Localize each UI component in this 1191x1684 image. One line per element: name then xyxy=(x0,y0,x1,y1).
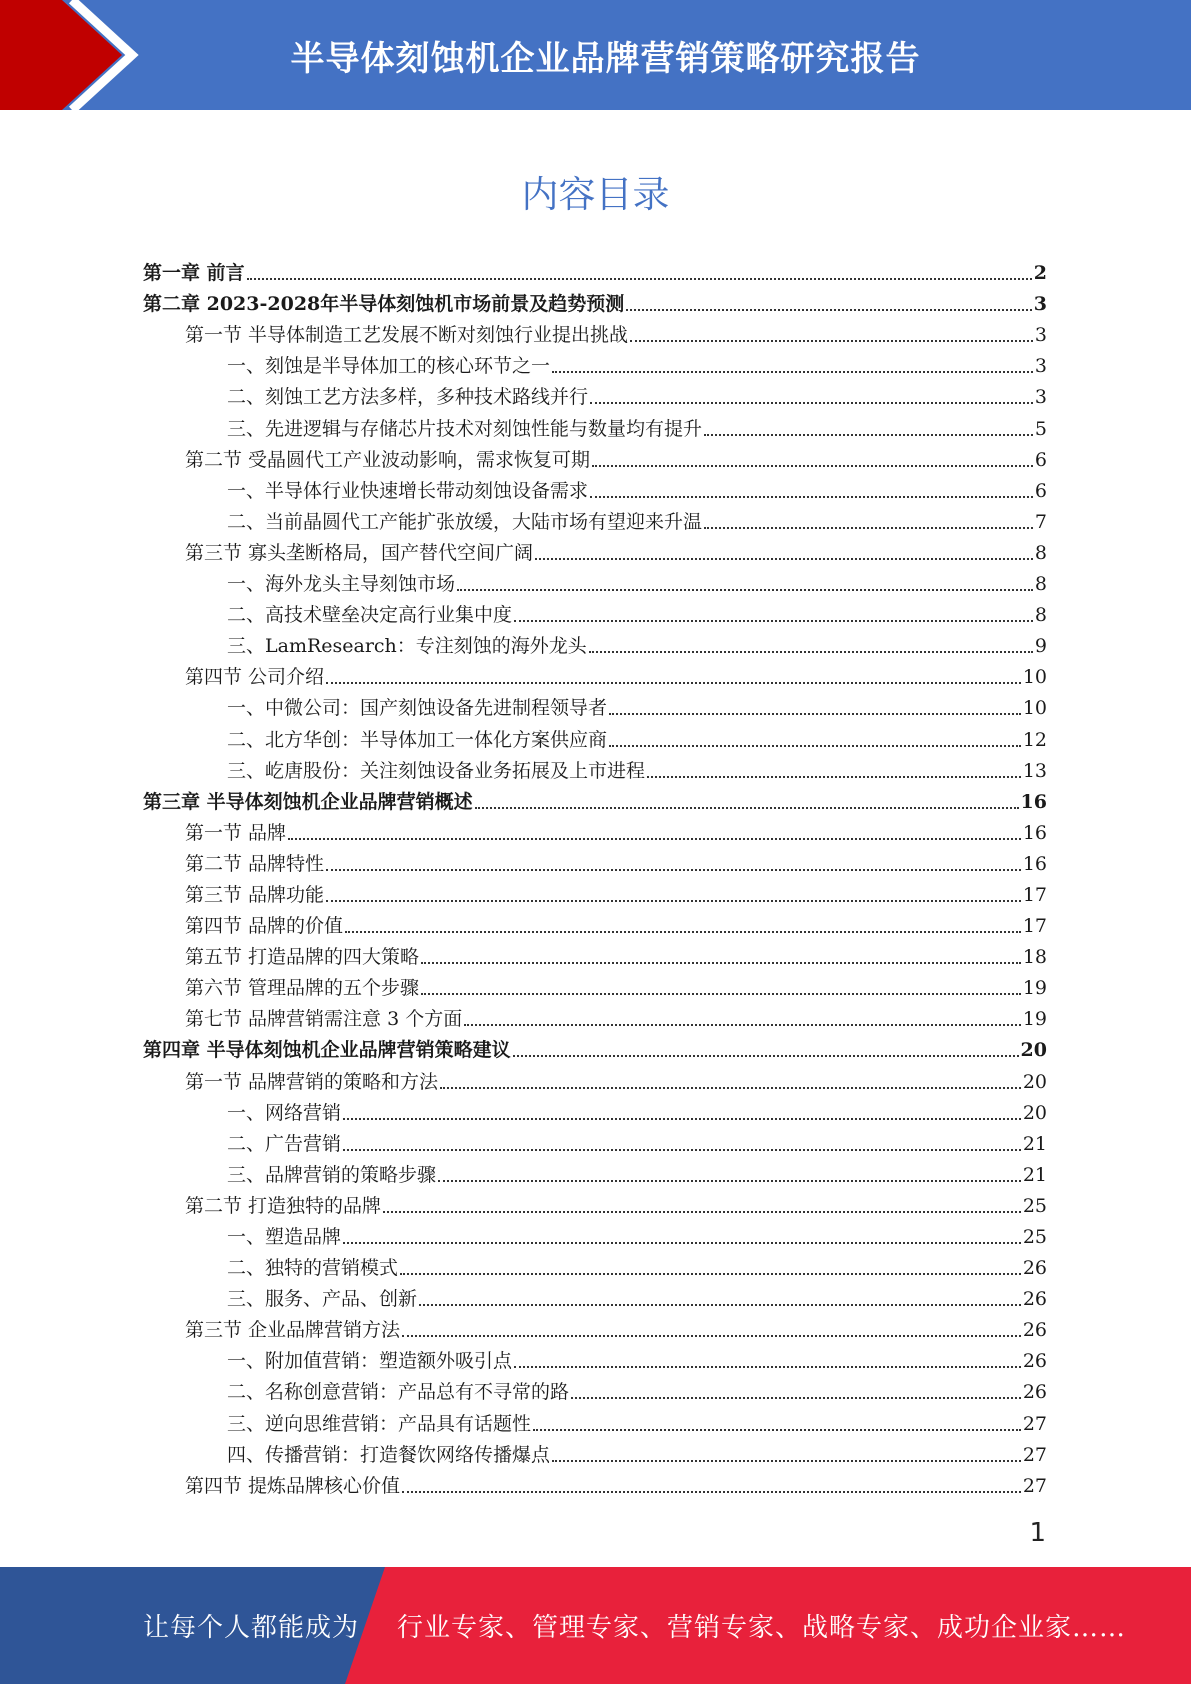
toc-entry-page: 26 xyxy=(1022,1350,1047,1373)
toc-dot-leader xyxy=(288,838,1021,840)
toc-dot-leader xyxy=(609,745,1021,747)
toc-entry-page: 25 xyxy=(1022,1194,1047,1217)
toc-entry-title: 第四节 品牌的价值 xyxy=(185,915,344,938)
toc-entry-page: 5 xyxy=(1034,417,1047,440)
toc-entry-title: 二、当前晶圆代工产能扩张放缓，大陆市场有望迎来升温 xyxy=(227,510,703,533)
toc-entry[interactable] xyxy=(143,719,1047,750)
toc-entry-page: 25 xyxy=(1022,1226,1047,1248)
toc-entry-page: 27 xyxy=(1022,1474,1047,1497)
toc-entry-title: 第二节 受晶圆代工产业波动影响，需求恢复可期 xyxy=(185,448,591,471)
toc-entry[interactable] xyxy=(143,688,1047,719)
toc-entry-page: 21 xyxy=(1022,1132,1047,1155)
toc-dot-leader xyxy=(402,1491,1021,1493)
toc-entry-page: 26 xyxy=(1022,1257,1047,1280)
toc-dot-leader xyxy=(421,962,1021,964)
toc-entry-title: 第三节 寡头垄断格局，国产替代空间广阔 xyxy=(185,541,534,564)
toc-entry-title: 第一节 半导体制造工艺发展不断对刻蚀行业提出挑战 xyxy=(185,324,629,347)
toc-entry[interactable] xyxy=(143,626,1047,657)
toc-entry[interactable] xyxy=(143,1155,1047,1186)
toc-entry-page: 8 xyxy=(1034,541,1047,564)
footer-banner xyxy=(0,1567,1191,1684)
toc-dot-leader xyxy=(326,682,1021,684)
toc-dot-leader xyxy=(533,1429,1021,1431)
toc-entry-page: 27 xyxy=(1022,1412,1047,1435)
toc-dot-leader xyxy=(419,1304,1021,1306)
toc-dot-leader xyxy=(609,713,1021,715)
toc-entry-page: 13 xyxy=(1022,759,1047,782)
toc-dot-leader xyxy=(440,1087,1021,1089)
toc-dot-leader xyxy=(704,527,1033,529)
toc-entry-page: 20 xyxy=(1022,1101,1047,1124)
toc-entry-page: 2 xyxy=(1033,262,1047,285)
toc-entry-page: 16 xyxy=(1022,821,1047,844)
toc-entry-page: 17 xyxy=(1022,915,1047,938)
toc-entry[interactable] xyxy=(143,408,1047,439)
toc-entry-title: 一、网络营销 xyxy=(227,1101,342,1124)
toc-dot-leader xyxy=(704,434,1033,436)
toc-dot-leader xyxy=(343,1149,1021,1151)
toc-dot-leader xyxy=(326,869,1021,871)
toc-entry-page: 8 xyxy=(1034,604,1047,627)
toc-entry-page: 8 xyxy=(1034,573,1047,596)
toc-entry[interactable] xyxy=(143,751,1047,782)
header-arrow-decoration xyxy=(0,0,160,110)
toc-entry-title: 一、附加值营销：塑造额外吸引点 xyxy=(227,1350,513,1373)
toc-entry-title: 第二节 品牌特性 xyxy=(185,852,325,875)
toc-entry-title: 第二节 打造独特的品牌 xyxy=(185,1194,382,1217)
toc-dot-leader xyxy=(590,496,1033,498)
toc-entry-title: 第二章 2023-2028年半导体刻蚀机市场前景及趋势预测 xyxy=(143,293,625,316)
toc-entry-page: 26 xyxy=(1022,1381,1047,1404)
toc-entry-page: 27 xyxy=(1022,1443,1047,1466)
toc-entry-title: 二、刻蚀工艺方法多样，多种技术路线并行 xyxy=(227,386,589,409)
toc-entry[interactable] xyxy=(143,284,1047,315)
toc-entry-title: 三、品牌营销的策略步骤 xyxy=(227,1163,437,1186)
toc-entry[interactable] xyxy=(143,502,1047,533)
toc-entry-title: 一、半导体行业快速增长带动刻蚀设备需求 xyxy=(227,479,589,502)
toc-entry-page: 12 xyxy=(1022,728,1047,751)
toc-entry-page: 3 xyxy=(1034,355,1047,378)
toc-dot-leader xyxy=(464,1024,1021,1026)
toc-entry-page: 16 xyxy=(1022,852,1047,875)
toc-entry-title: 第三章 半导体刻蚀机企业品牌营销概述 xyxy=(143,790,473,813)
toc-entry[interactable] xyxy=(143,1248,1047,1279)
toc-entry-page: 7 xyxy=(1034,510,1047,533)
toc-entry[interactable] xyxy=(143,1341,1047,1372)
toc-entry-title: 三、LamResearch：专注刻蚀的海外龙头 xyxy=(227,635,587,658)
footer-slogan-left: 让每个人都能成为 xyxy=(143,1613,360,1643)
toc-entry-title: 第三节 品牌功能 xyxy=(185,883,325,906)
toc-entry-page: 9 xyxy=(1034,635,1047,658)
toc-entry-title: 第五节 打造品牌的四大策略 xyxy=(185,946,420,969)
toc-dot-leader xyxy=(592,465,1033,467)
toc-dot-leader xyxy=(552,1460,1021,1462)
toc-entry[interactable] xyxy=(143,1124,1047,1155)
toc-entry-title: 二、高技术壁垒决定高行业集中度 xyxy=(227,604,513,627)
toc-dot-leader xyxy=(630,340,1033,342)
toc-entry-title: 三、先进逻辑与存储芯片技术对刻蚀性能与数量均有提升 xyxy=(227,417,703,440)
toc-entry-title: 一、塑造品牌 xyxy=(227,1226,342,1248)
toc-entry[interactable] xyxy=(143,1061,1047,1092)
toc-entry-title: 一、中微公司：国产刻蚀设备先进制程领导者 xyxy=(227,697,608,720)
toc-entry-page: 3 xyxy=(1034,386,1047,409)
toc-dot-leader xyxy=(626,309,1032,311)
toc-entry[interactable] xyxy=(143,1435,1047,1466)
toc-entry[interactable] xyxy=(143,1030,1047,1061)
report-header xyxy=(0,0,1191,110)
toc-entry-page: 6 xyxy=(1034,448,1047,471)
toc-entry-title: 第四节 提炼品牌核心价值 xyxy=(185,1474,401,1497)
toc-entry-title: 第一节 品牌营销的策略和方法 xyxy=(185,1070,439,1093)
toc-dot-leader xyxy=(513,1055,1019,1057)
page-number: 1 xyxy=(1029,1518,1046,1548)
toc-heading: 内容目录 xyxy=(521,173,670,216)
table-of-contents xyxy=(143,253,1047,1497)
toc-dot-leader xyxy=(343,1118,1021,1120)
toc-entry-page: 21 xyxy=(1022,1163,1047,1186)
toc-entry-title: 一、刻蚀是半导体加工的核心环节之一 xyxy=(227,355,551,378)
toc-dot-leader xyxy=(402,1335,1021,1337)
toc-entry[interactable] xyxy=(143,564,1047,595)
toc-entry[interactable] xyxy=(143,1310,1047,1341)
toc-dot-leader xyxy=(535,558,1033,560)
toc-entry-page: 26 xyxy=(1022,1288,1047,1311)
toc-entry[interactable] xyxy=(143,844,1047,875)
toc-entry[interactable] xyxy=(143,968,1047,999)
toc-entry[interactable] xyxy=(143,782,1047,813)
toc-entry-title: 三、服务、产品、创新 xyxy=(227,1288,418,1311)
toc-entry[interactable] xyxy=(143,937,1047,968)
toc-entry[interactable] xyxy=(143,906,1047,937)
toc-entry-page: 10 xyxy=(1022,697,1047,720)
toc-entry-title: 三、逆向思维营销：产品具有话题性 xyxy=(227,1412,532,1435)
toc-dot-leader xyxy=(475,807,1019,809)
toc-dot-leader xyxy=(571,1397,1021,1399)
toc-entry-title: 第七节 品牌营销需注意 3 个方面 xyxy=(185,1008,463,1031)
toc-entry[interactable] xyxy=(143,657,1047,688)
toc-dot-leader xyxy=(400,1273,1021,1275)
toc-entry-title: 一、海外龙头主导刻蚀市场 xyxy=(227,573,456,596)
toc-dot-leader xyxy=(514,1366,1021,1368)
toc-entry-title: 四、传播营销：打造餐饮网络传播爆点 xyxy=(227,1443,551,1466)
toc-entry-page: 18 xyxy=(1022,946,1047,969)
footer-slogan-right: 行业专家、管理专家、营销专家、战略专家、成功企业家…… xyxy=(397,1613,1127,1643)
toc-entry[interactable] xyxy=(143,1093,1047,1124)
toc-entry[interactable] xyxy=(143,1279,1047,1310)
toc-entry[interactable] xyxy=(143,253,1047,284)
toc-entry[interactable] xyxy=(143,875,1047,906)
toc-entry-title: 三、屹唐股份：关注刻蚀设备业务拓展及上市进程 xyxy=(227,759,646,782)
toc-dot-leader xyxy=(589,651,1033,653)
toc-dot-leader xyxy=(457,589,1033,591)
toc-dot-leader xyxy=(647,776,1021,778)
toc-dot-leader xyxy=(247,278,1032,280)
toc-entry-page: 3 xyxy=(1034,324,1047,347)
toc-dot-leader xyxy=(438,1180,1021,1182)
toc-dot-leader xyxy=(326,900,1021,902)
toc-entry-title: 第一节 品牌 xyxy=(185,821,287,844)
toc-entry-title: 二、广告营销 xyxy=(227,1132,342,1155)
toc-entry[interactable] xyxy=(143,471,1047,502)
toc-dot-leader xyxy=(383,1211,1021,1213)
toc-entry-title: 第六节 管理品牌的五个步骤 xyxy=(185,977,420,1000)
toc-dot-leader xyxy=(343,1242,1021,1244)
toc-entry[interactable] xyxy=(143,533,1047,564)
toc-dot-leader xyxy=(552,371,1033,373)
toc-entry-page: 20 xyxy=(1022,1070,1047,1093)
toc-entry-page: 26 xyxy=(1022,1319,1047,1342)
toc-entry[interactable] xyxy=(143,346,1047,377)
toc-entry-title: 二、北方华创：半导体加工一体化方案供应商 xyxy=(227,728,608,751)
toc-entry[interactable] xyxy=(143,1372,1047,1403)
toc-entry[interactable] xyxy=(143,999,1047,1030)
toc-entry-title: 第四节 公司介绍 xyxy=(185,666,325,689)
toc-entry[interactable] xyxy=(143,595,1047,626)
toc-entry-page: 17 xyxy=(1022,883,1047,906)
toc-entry-page: 19 xyxy=(1022,977,1047,1000)
toc-entry-page: 6 xyxy=(1034,479,1047,502)
toc-dot-leader xyxy=(345,931,1021,933)
toc-entry-title: 二、名称创意营销：产品总有不寻常的路 xyxy=(227,1381,570,1404)
toc-entry[interactable] xyxy=(143,1466,1047,1497)
toc-entry-page: 3 xyxy=(1033,293,1047,316)
toc-dot-leader xyxy=(590,402,1033,404)
toc-dot-leader xyxy=(514,620,1033,622)
toc-entry[interactable] xyxy=(143,315,1047,346)
toc-dot-leader xyxy=(421,993,1021,995)
toc-entry-page: 19 xyxy=(1022,1008,1047,1031)
toc-entry-title: 第一章 前言 xyxy=(143,262,245,285)
toc-entry[interactable] xyxy=(143,440,1047,471)
toc-entry[interactable] xyxy=(143,813,1047,844)
toc-entry-title: 第四章 半导体刻蚀机企业品牌营销策略建议 xyxy=(143,1039,511,1062)
toc-entry-page: 16 xyxy=(1020,790,1047,813)
toc-entry-page: 20 xyxy=(1020,1039,1047,1062)
toc-entry-title: 第三节 企业品牌营销方法 xyxy=(185,1319,401,1342)
toc-entry-title: 二、独特的营销模式 xyxy=(227,1257,399,1280)
toc-entry[interactable] xyxy=(143,1403,1047,1434)
toc-entry[interactable] xyxy=(143,1217,1047,1248)
report-title: 半导体刻蚀机企业品牌营销策略研究报告 xyxy=(290,38,921,79)
toc-entry-page: 10 xyxy=(1022,666,1047,689)
toc-entry[interactable] xyxy=(143,1186,1047,1217)
toc-entry[interactable] xyxy=(143,377,1047,408)
